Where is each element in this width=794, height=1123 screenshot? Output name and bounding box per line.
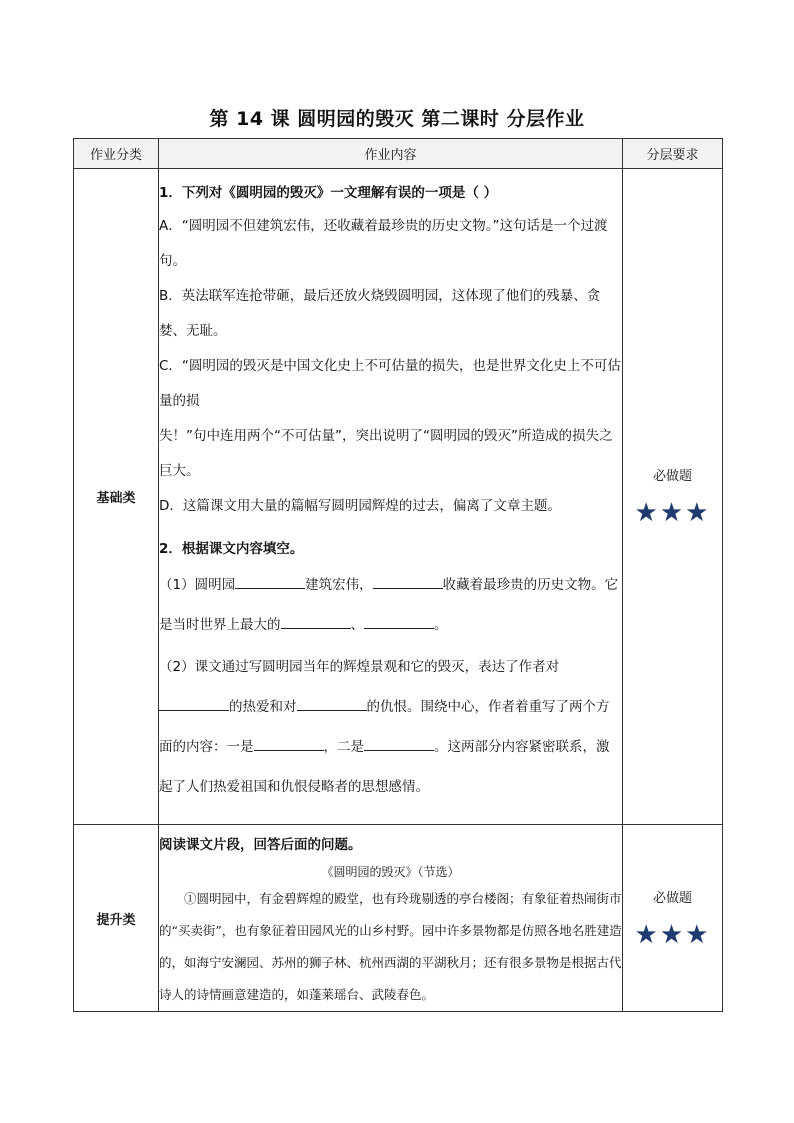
question-1-option-c-line2: 失！”句中连用两个“不可估量”，突出说明了“圆明园的毁灭”所造成的损失之巨大。 <box>159 428 613 479</box>
question-1-option-b: B．英法联军连抢带砸，最后还放火烧毁圆明园，这体现了他们的残暴、贪婪、无耻。 <box>159 288 601 339</box>
fill-blank[interactable] <box>364 736 434 751</box>
header-content: 作业内容 <box>159 139 623 169</box>
fill-text: 的仇恨。围绕中心，作者着重写了两个方面的内容：一是 <box>159 699 610 755</box>
fill-blank[interactable] <box>297 696 367 711</box>
question-1-option-c-line1: C．“圆明园的毁灭是中国文化史上不可估量的损失，也是世界文化史上不可估量的损 <box>159 358 621 409</box>
required-label: 必做题 <box>652 469 692 484</box>
question-2-part-1 <box>159 565 622 645</box>
fill-text: 。这两部分内容紧密联系，激起了人们热爱祖国和仇恨侵略者的思想感情。 <box>159 739 610 795</box>
fill-text: 的热爱和对 <box>229 699 297 715</box>
question-1-option-d: D．这篇课文用大量的篇幅写圆明园辉煌的过去，偏离了文章主题。 <box>159 498 561 514</box>
fill-text: 建筑宏伟， <box>305 577 373 593</box>
question-1-option-a: A．“圆明园不但建筑宏伟，还收藏着最珍贵的历史文物。”这句话是一个过渡句。 <box>159 218 608 269</box>
excerpt-paragraph: ①圆明园中，有金碧辉煌的殿堂，也有玲珑剔透的亭台楼阁；有象征着热闹街市的“买卖街”，也有象征着田园风光的山乡村野。园中许多景物都是仿照各地名胜建造的，如海宁安澜园、苏州的狮子林、杭州西湖的平湖秋月；还有很多景物是根据古代诗人的诗情画意建造的，如蓬莱瑶台、武陵春色。 <box>159 891 622 1002</box>
header-requirement: 分层要求 <box>623 139 723 169</box>
fill-blank[interactable] <box>281 614 351 629</box>
basic-category: 基础类 <box>74 169 159 825</box>
basic-content <box>159 169 623 825</box>
fill-text: 、 <box>350 617 364 633</box>
fill-blank[interactable] <box>159 696 229 711</box>
fill-blank[interactable] <box>364 614 434 629</box>
fill-blank[interactable] <box>254 736 324 751</box>
fill-text: 。 <box>434 617 448 633</box>
advanced-requirement <box>623 825 723 1012</box>
fill-text: （1）圆明园 <box>159 577 236 593</box>
advanced-row <box>74 825 723 1012</box>
fill-text: ，二是 <box>323 739 364 755</box>
question-2-part-2 <box>159 647 622 807</box>
fill-text: （2）课文通过写圆明园当年的辉煌景观和它的毁灭，表达了作者对 <box>159 659 560 675</box>
basic-requirement <box>623 169 723 825</box>
table-header-row <box>74 139 723 169</box>
homework-table <box>73 138 723 1012</box>
page-title: 第 14 课 圆明园的毁灭 第二课时 分层作业 <box>209 108 585 130</box>
required-label: 必做题 <box>652 890 692 906</box>
excerpt-title: 《圆明园的毁灭》（节选） <box>321 865 460 879</box>
basic-row <box>74 169 723 825</box>
fill-text: 物。它是当时世界上最大的 <box>159 577 619 633</box>
star-rating-icon: ★★★ <box>634 919 711 950</box>
header-category: 作业分类 <box>74 139 159 169</box>
question-2-stem: 2．根据课文内容填空。 <box>159 541 304 557</box>
question-1-stem: 1．下列对《圆明园的毁灭》一文理解有误的一项是（ ） <box>159 185 498 201</box>
reading-heading: 阅读课文片段，回答后面的问题。 <box>159 837 362 853</box>
advanced-category: 提升类 <box>74 825 159 1012</box>
star-rating-icon: ★★★ <box>634 498 711 528</box>
advanced-content <box>159 825 623 1012</box>
fill-text: 收藏着最珍贵的历史文 <box>442 577 578 593</box>
fill-blank[interactable] <box>373 574 443 589</box>
fill-blank[interactable] <box>235 574 305 589</box>
